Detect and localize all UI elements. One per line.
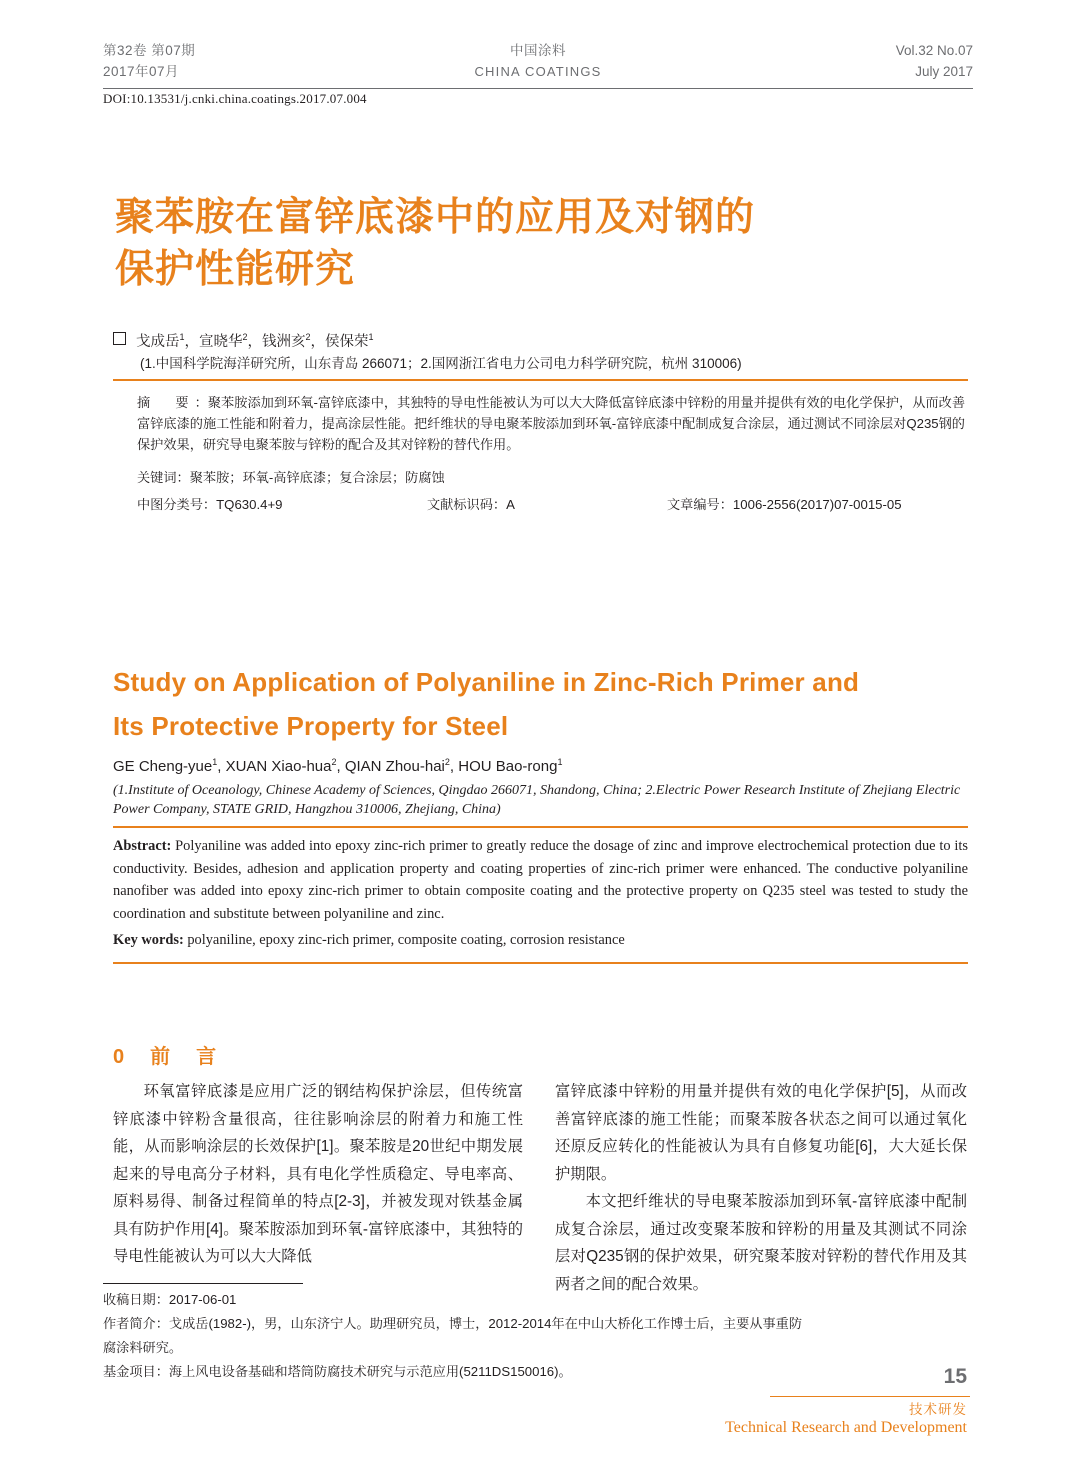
authors-en: GE Cheng-yue$^1$, XUAN Xiao-hua$^2$, QIAN Zhou-hai$^2$, HOU Bao-rong$^1$: [113, 757, 563, 775]
title-cn: [115, 192, 975, 296]
body-column-right: [555, 1078, 967, 1298]
footnote-author-bio: 作者简介：戈成岳(1982-)，男，山东济宁人。助理研究员，博士，2012-2014年在中山大桥化工作博士后，主要从事重防腐涂料研究。: [103, 1316, 803, 1355]
abstract-cn-label: 摘 要: [137, 395, 195, 410]
authors-cn: 戈成岳$^1$，宣晓华$^2$，钱洲亥$^2$，侯保荣$^1$: [113, 330, 973, 351]
abstract-en-body: Polyaniline was added into epoxy zinc-rich primer to greatly reduce the dosage of zinc and improve electrochemical protection due to its conductivity. Besides, adhesion and application property and coating properties of zinc-rich primer were enhanced. The conductive polyaniline nanofiber was added into epoxy zinc-rich primer to obtain composite coating and the protective property on Q235 steel was tested to study the coordination and substitute between polyaniline and zinc.: [113, 838, 968, 922]
abstract-cn: [137, 392, 965, 455]
affiliation-cn: (1.中国科学院海洋研究所，山东青岛 266071；2.国网浙江省电力公司电力科学研究院，杭州 310006): [140, 356, 742, 371]
abstract-en: [113, 835, 968, 925]
doi-text: DOI:10.13531/j.cnki.china.coatings.2017.07.004: [103, 91, 367, 106]
header-volume-issue: 第32卷 第07期: [103, 43, 196, 58]
divider-orange-top: [113, 379, 968, 381]
affiliation-en: (1.Institute of Oceanology, Chinese Academy of Sciences, Qingdao 266071, Shandong, China; 2.Electric Power Research Institute of Zhejiang Electric Power Company, STATE GRID, Hangzhou 310006, Zhejiang, China): [113, 783, 961, 817]
title-cn-line2: 保护性能研究: [115, 248, 356, 291]
title-cn-line1: 聚苯胺在富锌底漆中的应用及对钢的: [115, 196, 756, 239]
authors-cn-text: 戈成岳: [136, 334, 180, 350]
clc-number: 中图分类号：TQ630.4+9: [137, 497, 283, 512]
intro-paragraph-1-cont: 富锌底漆中锌粉的用量并提供有效的电化学保护[5]，从而改善富锌底漆的施工性能；而聚苯胺各状态之间可以通过氧化还原反应转化的性能被认为具有自修复功能[6]，大大延长保护期限。: [555, 1083, 967, 1183]
footnote-fund-project: 基金项目：海上风电设备基础和塔筒防腐技术研究与示范应用(5211DS150016)。: [103, 1364, 572, 1379]
footer-divider: [770, 1396, 970, 1397]
header-middle: [103, 40, 973, 82]
header-divider: [103, 88, 973, 89]
divider-orange-mid: [113, 826, 968, 828]
footnote-received-date: 收稿日期：2017-06-01: [103, 1292, 237, 1307]
footer-label-cn: 技术研发: [909, 1402, 967, 1417]
intro-paragraph-1: 环氧富锌底漆是应用广泛的钢结构保护涂层，但传统富锌底漆中锌粉含量很高，往往影响涂层的附着力和施工性能，从而影响涂层的长效保护[1]。聚苯胺是20世纪中期发展起来的导电高分子材料，具有电化学性质稳定、导电率高、原料易得、制备过程简单的特点[2-3]，并被发现对铁基金属具有防护作用[4]。聚苯胺添加到环氧-富锌底漆中，其独特的导电性能被认为可以大大降低: [113, 1083, 523, 1265]
divider-orange-bottom: [113, 962, 968, 964]
abstract-en-label: Abstract:: [113, 838, 172, 854]
authors-en-first: GE Cheng-yue: [113, 758, 213, 775]
footnote-divider: [103, 1283, 303, 1284]
page-number: 15: [943, 1365, 967, 1388]
keywords-en: [113, 932, 968, 949]
keywords-cn: 关键词：聚苯胺；环氧-高锌底漆；复合涂层；防腐蚀: [137, 470, 445, 485]
document-code: 文献标识码：A: [427, 497, 515, 512]
abstract-cn-body: ：聚苯胺添加到环氧-富锌底漆中，其独特的导电性能被认为可以大大降低富锌底漆中锌粉的用量并提供有效的电化学保护，从而改善富锌底漆的施工性能和附着力，提高涂层性能。把纤维状的导电聚苯胺添加到环氧-富锌底漆中配制成复合涂层，通过测试不同涂层对Q235钢的保护效果，研究导电聚苯胺与锌粉的配合及其对锌粉的替代作用。: [137, 395, 966, 452]
body-column-left: [113, 1078, 523, 1271]
title-en-line1: Study on Application of Polyaniline in Zinc-Rich Primer and: [113, 667, 860, 697]
footnotes-block: [103, 1288, 803, 1384]
header-right: [896, 40, 973, 82]
journal-name-cn: 中国涂料: [510, 43, 566, 58]
title-en: [113, 660, 973, 748]
header-date-cn: 2017年07月: [103, 64, 180, 79]
header-volume-issue-en: Vol.32 No.07: [895, 43, 973, 58]
article-number: 文章编号：1006-2556(2017)07-0015-05: [667, 497, 902, 512]
intro-paragraph-2: 本文把纤维状的导电聚苯胺添加到环氧-富锌底漆中配制成复合涂层，通过改变聚苯胺和锌粉的用量及其测试不同涂层对Q235钢的保护效果，研究聚苯胺对锌粉的替代作用及其两者之间的配合效果。: [555, 1193, 967, 1293]
keywords-en-label: Key words:: [113, 932, 184, 948]
footer-label-en: Technical Research and Development: [725, 1419, 967, 1436]
section-heading-intro: 0 前 言: [113, 1046, 220, 1068]
header-date-en: July 2017: [915, 64, 973, 79]
square-marker-icon: [113, 332, 126, 345]
classification-row: [137, 494, 965, 514]
page-header: [103, 40, 973, 86]
keywords-en-body: polyaniline, epoxy zinc-rich primer, composite coating, corrosion resistance: [183, 932, 625, 948]
journal-name-en: CHINA COATINGS: [474, 64, 602, 79]
title-en-line2: Its Protective Property for Steel: [113, 711, 509, 741]
